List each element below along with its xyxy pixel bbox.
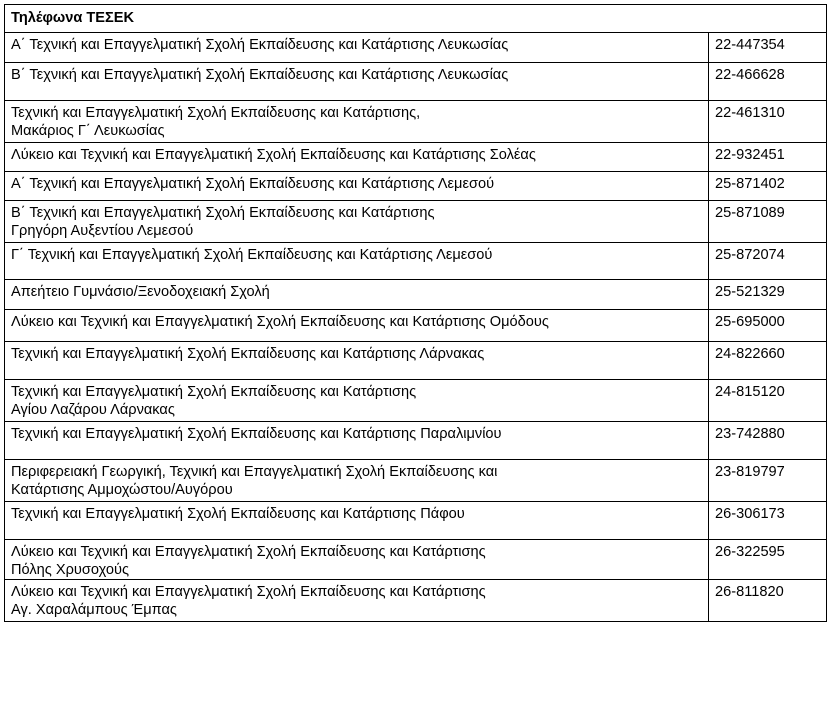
school-name-line: Β΄ Τεχνική και Επαγγελματική Σχολή Εκπαίδευσης και Κατάρτισης Λευκωσίας — [11, 67, 509, 83]
school-name-cell — [5, 143, 709, 172]
school-name-line: Γ΄ Τεχνική και Επαγγελματική Σχολή Εκπαίδευσης και Κατάρτισης Λεμεσού — [11, 247, 493, 263]
school-name-line: Λύκειο και Τεχνική και Επαγγελματική Σχολή Εκπαίδευσης και Κατάρτισης — [11, 544, 486, 560]
phone-number-cell: 22-461310 — [709, 101, 827, 143]
school-name-line: Αγ. Χαραλάμπους Έμπας — [11, 602, 177, 618]
school-name-cell — [5, 380, 709, 422]
school-name-cell — [5, 422, 709, 460]
school-name-cell — [5, 280, 709, 310]
phone-number-cell: 25-871089 — [709, 201, 827, 243]
phone-number-cell: 26-811820 — [709, 580, 827, 622]
phone-number-cell: 24-822660 — [709, 342, 827, 380]
table-row — [5, 380, 827, 422]
table-row — [5, 172, 827, 201]
school-name-line: Β΄ Τεχνική και Επαγγελματική Σχολή Εκπαίδευσης και Κατάρτισης — [11, 205, 435, 221]
school-name-line: Λύκειο και Τεχνική και Επαγγελματική Σχολή Εκπαίδευσης και Κατάρτισης Σολέας — [11, 147, 536, 163]
phone-directory-table — [4, 4, 827, 622]
school-name-line: Λύκειο και Τεχνική και Επαγγελματική Σχολή Εκπαίδευσης και Κατάρτισης Ομόδους — [11, 314, 549, 330]
school-name-line: Γρηγόρη Αυξεντίου Λεμεσού — [11, 223, 194, 239]
school-name-cell — [5, 63, 709, 101]
phone-number-cell: 22-466628 — [709, 63, 827, 101]
school-name-cell — [5, 580, 709, 622]
school-name-line: Περιφερειακή Γεωργική, Τεχνική και Επαγγελματική Σχολή Εκπαίδευσης και — [11, 464, 498, 480]
school-name-cell — [5, 201, 709, 243]
table-row — [5, 342, 827, 380]
table-row — [5, 101, 827, 143]
school-name-line: Λύκειο και Τεχνική και Επαγγελματική Σχολή Εκπαίδευσης και Κατάρτισης — [11, 584, 486, 600]
phone-number-cell: 23-742880 — [709, 422, 827, 460]
school-name-line: Κατάρτισης Αμμοχώστου/Αυγόρου — [11, 482, 233, 498]
phone-number-cell: 22-932451 — [709, 143, 827, 172]
phone-number-cell: 25-872074 — [709, 243, 827, 280]
table-row — [5, 502, 827, 540]
table-row — [5, 143, 827, 172]
table-row — [5, 540, 827, 580]
school-name-line: Τεχνική και Επαγγελματική Σχολή Εκπαίδευσης και Κατάρτισης, — [11, 105, 421, 121]
phone-number-cell: 23-819797 — [709, 460, 827, 502]
school-name-line: Αγίου Λαζάρου Λάρνακας — [11, 402, 175, 418]
school-name-cell — [5, 33, 709, 63]
table-title: Τηλέφωνα ΤΕΣΕΚ — [5, 5, 827, 33]
school-name-cell — [5, 460, 709, 502]
school-name-line: Απεήτειο Γυμνάσιο/Ξενοδοχειακή Σχολή — [11, 284, 270, 300]
phone-number-cell: 26-306173 — [709, 502, 827, 540]
phone-number-cell: 25-521329 — [709, 280, 827, 310]
phone-number-cell: 25-695000 — [709, 310, 827, 342]
school-name-line: Τεχνική και Επαγγελματική Σχολή Εκπαίδευσης και Κατάρτισης — [11, 384, 417, 400]
school-name-cell — [5, 342, 709, 380]
school-name-line: Τεχνική και Επαγγελματική Σχολή Εκπαίδευσης και Κατάρτισης Παραλιμνίου — [11, 426, 502, 442]
school-name-line: Α΄ Τεχνική και Επαγγελματική Σχολή Εκπαίδευσης και Κατάρτισης Λευκωσίας — [11, 37, 509, 53]
table-row — [5, 460, 827, 502]
table-row — [5, 310, 827, 342]
table-row — [5, 243, 827, 280]
school-name-cell — [5, 172, 709, 201]
phone-number-cell: 22-447354 — [709, 33, 827, 63]
school-name-line: Πόλης Χρυσοχούς — [11, 562, 130, 578]
school-name-cell — [5, 101, 709, 143]
phone-number-cell: 24-815120 — [709, 380, 827, 422]
school-name-cell — [5, 540, 709, 580]
table-row — [5, 201, 827, 243]
school-name-line: Τεχνική και Επαγγελματική Σχολή Εκπαίδευσης και Κατάρτισης Λάρνακας — [11, 346, 485, 362]
phone-number-cell: 26-322595 — [709, 540, 827, 580]
school-name-cell — [5, 502, 709, 540]
title-row — [5, 5, 827, 33]
table-row — [5, 63, 827, 101]
table-row — [5, 580, 827, 622]
school-name-cell — [5, 243, 709, 280]
school-name-line: Α΄ Τεχνική και Επαγγελματική Σχολή Εκπαίδευσης και Κατάρτισης Λεμεσού — [11, 176, 495, 192]
school-name-cell — [5, 310, 709, 342]
table-row — [5, 280, 827, 310]
table-row — [5, 422, 827, 460]
school-name-line: Τεχνική και Επαγγελματική Σχολή Εκπαίδευσης και Κατάρτισης Πάφου — [11, 506, 465, 522]
phone-number-cell: 25-871402 — [709, 172, 827, 201]
table-body — [5, 5, 827, 622]
school-name-line: Μακάριος Γ΄ Λευκωσίας — [11, 123, 165, 139]
table-row — [5, 33, 827, 63]
